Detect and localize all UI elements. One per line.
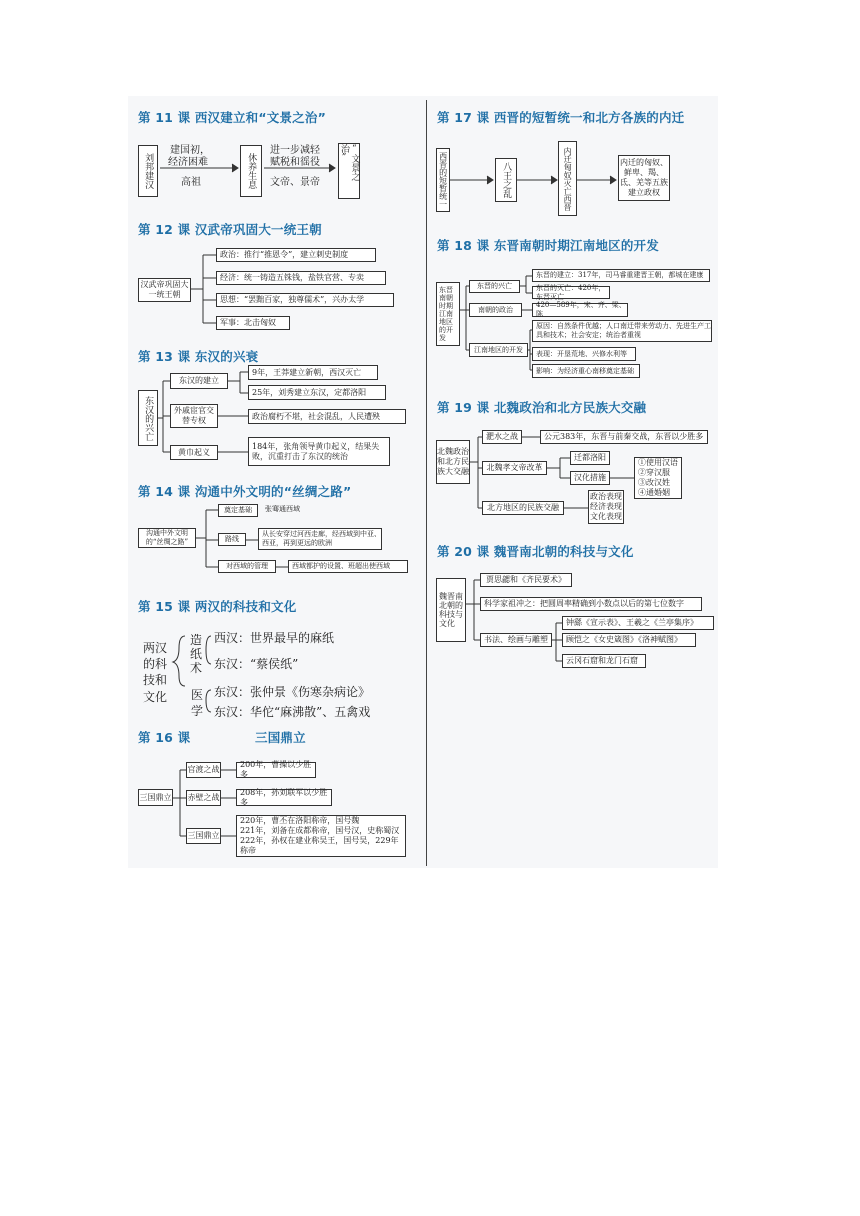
l11-text-1: 建国初， [170, 145, 210, 156]
l14-branch-3: 对西域的管理 [218, 560, 276, 573]
l18-branch-3c: 影响：为经济重心南移奠定基础 [532, 364, 640, 378]
l17-branch-1: 八王之乱 [495, 158, 517, 202]
l19-branch-3a [588, 490, 624, 524]
l16-branch-2: 赤壁之战 [186, 790, 221, 806]
l11-start-box: 刘邦建汉 [138, 145, 158, 197]
l18-branch-2a: 420—589年，宋、齐、梁、陈 [532, 303, 628, 317]
l11-mid-box: 休养生息 [240, 145, 262, 197]
l14-root-box: 沟通中外文明的“丝绸之路” [138, 528, 196, 548]
lesson-13-title: 第 13 课 东汉的兴衰 [138, 349, 259, 364]
lesson-14-title: 第 14 课 沟通中外文明的“丝绸之路” [138, 484, 352, 499]
l11-text-2: 经济困难 [168, 157, 208, 168]
l19-fusion-1: 政治表现 [590, 492, 622, 501]
l15-branch-1b: 东汉：“蔡侯纸” [214, 657, 299, 671]
l15-branch-1: 造纸术 [190, 633, 203, 675]
lesson-20-title: 第 20 课 魏晋南北朝的科技与文化 [437, 544, 634, 559]
l13-branch-3a: 184年，张角领导黄巾起义，结果失败，沉重打击了东汉的统治 [248, 437, 390, 466]
l18-branch-1a: 东晋的建立：317年，司马睿重建晋王朝，都城在建康 [532, 269, 710, 282]
l19-branch-2b: 汉化措施 [570, 471, 610, 485]
l18-branch-1: 东晋的兴亡 [469, 280, 520, 293]
l12-item-2: 经济：统一铸造五铢钱，盐铁官营、专卖 [216, 271, 386, 285]
l18-root-box: 东晋南朝时期江南地区的开发 [436, 282, 460, 346]
l13-branch-2a: 政治腐朽不堪，社会混乱，人民遭殃 [248, 409, 406, 424]
l13-branch-2: 外戚宦官交替专权 [170, 404, 218, 428]
l16-branch-3a [236, 815, 406, 857]
l17-branch-3: 内迁的匈奴、鲜卑、羯、氐、羌等五族建立政权 [618, 155, 670, 201]
l16-line-2: 221年，刘备在成都称帝，国号汉，史称蜀汉 [240, 826, 400, 835]
l12-item-4: 军事：北击匈奴 [216, 316, 290, 330]
l11-text-5: 赋税和徭役 [270, 157, 320, 168]
l16-branch-2a: 208年，孙刘联军以少胜多 [236, 789, 332, 806]
l15-branch-2b: 东汉：华佗“麻沸散”、五禽戏 [214, 705, 371, 719]
l16-line-3: 222年，孙权在建业称吴王，国号吴，229年称帝 [240, 836, 399, 855]
l12-item-1: 政治：推行“推恩令”，建立刺史制度 [216, 248, 376, 262]
l19-branch-3: 北方地区的民族交融 [482, 501, 564, 515]
l13-branch-1a: 9年，王莽建立新朝，西汉灭亡 [248, 365, 378, 380]
l20-branch-2: 科学家祖冲之：把圆周率精确到小数点以后的第七位数字 [480, 597, 702, 611]
l16-branch-1: 官渡之战 [186, 762, 221, 778]
lesson-17-title: 第 17 课 西晋的短暂统一和北方各族的内迁 [437, 110, 685, 125]
l11-text-3: 高祖 [181, 177, 201, 188]
l19-branch-1a: 公元383年，东晋与前秦交战，东晋以少胜多 [540, 430, 708, 444]
l18-branch-3b: 表现：开垦荒地、兴修水利等 [532, 347, 636, 361]
l19-branch-1: 淝水之战 [482, 430, 522, 444]
lesson-15-title: 第 15 课 两汉的科技和文化 [138, 599, 297, 614]
l14-branch-2a: 从长安穿过河西走廊，经西域到中亚、西亚，再到更远的欧洲 [258, 528, 382, 550]
lesson-11-title: 第 11 课 西汉建立和“文景之治” [138, 110, 326, 125]
l18-branch-3: 江南地区的开发 [469, 343, 528, 357]
l20-branch-3c: 云冈石窟和龙门石窟 [562, 654, 646, 668]
l14-branch-1a: 张骞通西域 [265, 505, 300, 513]
l19-reform-2: ②穿汉服 [638, 468, 670, 477]
l18-branch-1b: 东晋的灭亡：420年，东晋灭亡 [532, 286, 610, 299]
l19-reform-4: ④通婚姻 [638, 488, 670, 497]
l20-branch-3a: 钟繇《宣示表》、王羲之《兰亭集序》 [562, 616, 714, 630]
l13-root-box: 东汉的兴亡 [138, 390, 158, 446]
l19-reform-1: ①使用汉语 [638, 458, 678, 467]
l15-branch-2: 医学 [191, 688, 204, 718]
l11-end-box: “文景之治” [338, 143, 360, 199]
l18-branch-3a: 原因：自然条件优越；人口南迁带来劳动力、先进生产工具和技术；社会安定；统治者重视 [532, 320, 712, 342]
l14-branch-1: 奠定基础 [218, 504, 258, 517]
l16-line-1: 220年，曹丕在洛阳称帝，国号魏 [240, 816, 360, 825]
l17-root-box: 西晋的短暂统一 [436, 148, 450, 212]
l20-branch-3: 书法、绘画与雕塑 [480, 633, 552, 647]
l14-branch-3a: 西域都护的设置、班超出使西域 [288, 560, 408, 573]
l12-item-3: 思想：“罢黜百家，独尊儒术”，兴办太学 [216, 293, 394, 307]
l19-reform-3: ③改汉姓 [638, 478, 670, 487]
lesson-16-title: 第 16 课 [138, 730, 191, 745]
l19-branch-2c [634, 457, 682, 499]
l15-branch-1a: 西汉：世界最早的麻纸 [214, 631, 335, 645]
l19-root-box: 北魏政治和北方民族大交融 [436, 440, 470, 484]
l12-root-box: 汉武帝巩固大一统王朝 [138, 278, 191, 302]
l13-branch-1b: 25年，刘秀建立东汉，定都洛阳 [248, 385, 386, 400]
lesson-18-title: 第 18 课 东晋南朝时期江南地区的开发 [437, 238, 659, 253]
l13-branch-3: 黄巾起义 [170, 445, 218, 460]
l11-text-6: 文帝、景帝 [270, 177, 320, 188]
l19-branch-2: 北魏孝文帝改革 [482, 461, 547, 475]
l17-branch-2: 内迁匈奴灭亡西晋 [558, 141, 577, 216]
l11-text-4: 进一步减轻 [270, 145, 320, 156]
l16-root-box: 三国鼎立 [138, 789, 173, 806]
l20-root-box: 魏晋南北朝的科技与文化 [436, 578, 466, 642]
lesson-12-title: 第 12 课 汉武帝巩固大一统王朝 [138, 222, 322, 237]
l16-branch-1a: 200年，曹操以少胜多 [236, 762, 316, 778]
l14-branch-2: 路线 [218, 533, 246, 546]
l15-root: 两汉的科技和文化 [143, 641, 168, 704]
l13-branch-1: 东汉的建立 [170, 373, 228, 389]
l19-fusion-2: 经济表现 [590, 502, 622, 511]
l20-branch-3b: 顾恺之《女史箴图》《洛神赋图》 [562, 633, 696, 647]
l15-branch-2a: 东汉：张仲景《伤寒杂病论》 [214, 685, 371, 699]
l19-fusion-3: 文化表现 [590, 512, 622, 521]
lesson-16-subtitle: 三国鼎立 [255, 730, 306, 745]
l20-branch-1: 贾思勰和《齐民要术》 [480, 573, 572, 587]
l19-branch-2a: 迁都洛阳 [570, 451, 610, 465]
lesson-19-title: 第 19 课 北魏政治和北方民族大交融 [437, 400, 647, 415]
l18-branch-2: 南朝的政治 [469, 303, 522, 317]
l16-branch-3: 三国鼎立 [186, 828, 221, 844]
